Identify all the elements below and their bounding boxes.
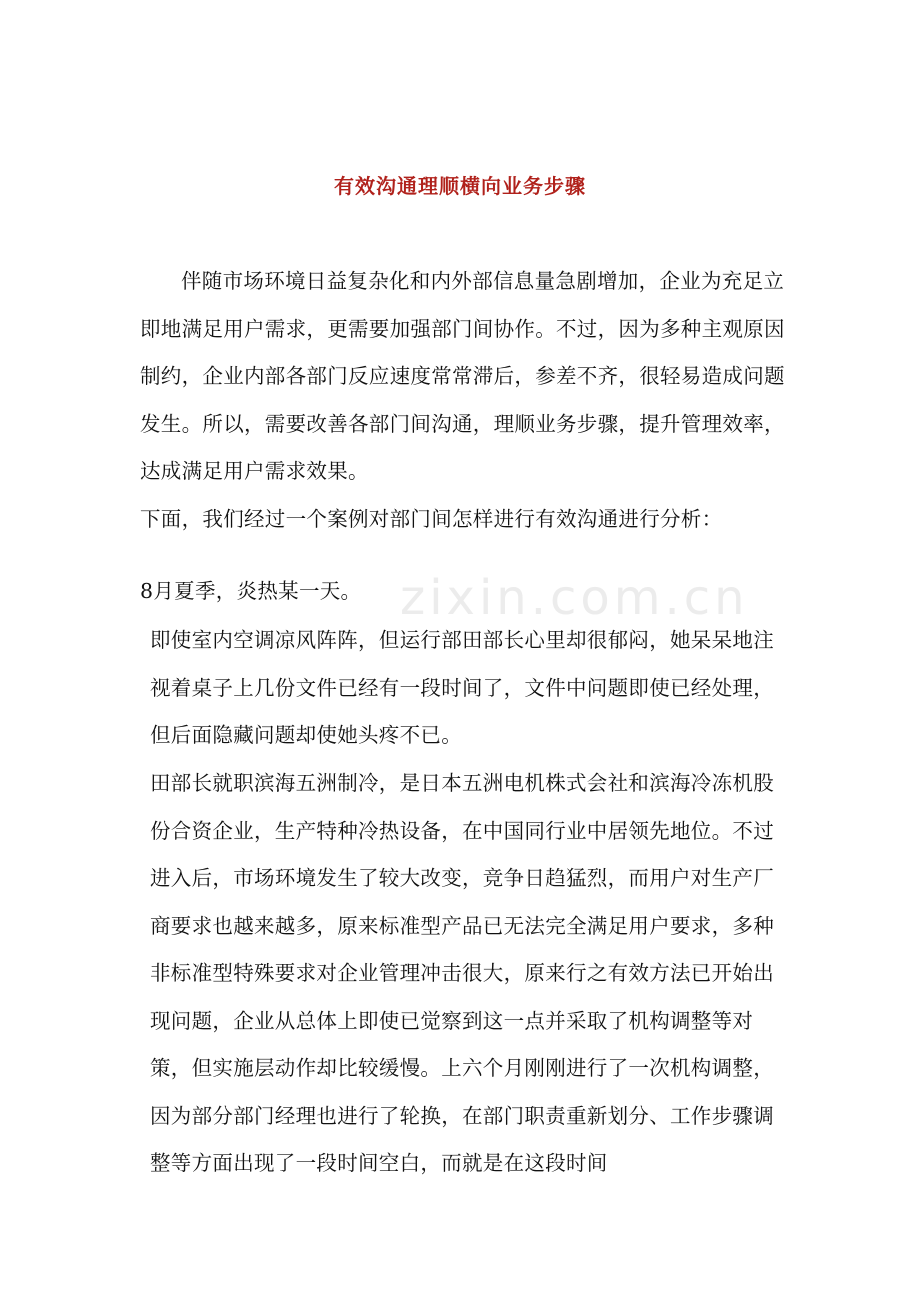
watermark: zixin.com.cn [400, 570, 749, 626]
story-paragraph-2: 田部长就职滨海五洲制冷，是日本五洲电机株式会社和滨海冷冻机股份合资企业，生产特种冷热设备，在中国同行业中居领先地位。不过进入后，市场环境发生了较大改变，竞争日趋猛烈，而用户对生产厂商要求也越来越多，原来标准型产品已无法完全满足用户要求，多种非标准型特殊要求对企业管理冲击很大，原来行之有效方法已开始出现问题，企业从总体上即使已觉察到这一点并采取了机构调整等对策，但实施层动作却比较缓慢。上六个月刚刚进行了一次机构调整，因为部分部门经理也进行了轮换，在部门职责重新划分、工作步骤调整等方面出现了一段时间空白，而就是在这段时间 [150, 771, 774, 1175]
story-paragraph-1: 即使室内空调凉风阵阵，但运行部田部长心里却很郁闷，她呆呆地注视着桌子上几份文件已经有一段时间了，文件中问题即使已经处理，但后面隐藏问题却使她头疼不已。 [150, 628, 774, 747]
intro-paragraph: 伴随市场环境日益复杂化和内外部信息量急剧增加，企业为充足立即地满足用户需求，更需要加强部门间协作。不过，因为多种主观原因制约，企业内部各部门反应速度常常滞后，参差不齐，很轻易造成问题发生。所以，需要改善各部门间沟通，理顺业务步骤，提升管理效率，达成满足用户需求效果。 [140, 269, 785, 483]
case-intro-paragraph: 下面，我们经过一个案例对部门间怎样进行有效沟通进行分析： [140, 507, 723, 531]
document-title: 有效沟通理顺横向业务步骤 [334, 174, 586, 198]
date-paragraph: 8月夏季，炎热某一天。 [140, 579, 362, 603]
